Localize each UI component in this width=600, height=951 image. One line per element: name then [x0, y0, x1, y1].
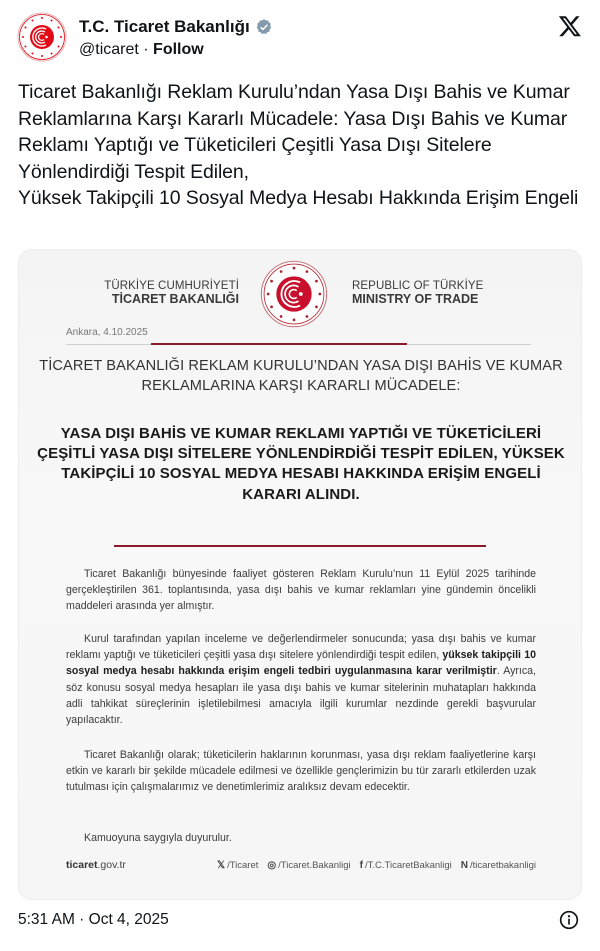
website-bold: ticaret [66, 859, 98, 871]
ministry-emblem-icon [260, 260, 328, 328]
account-handle[interactable]: @ticaret [79, 41, 139, 58]
letterhead-right-line1: REPUBLIC OF TÜRKİYE [352, 280, 484, 292]
letterhead-left-line2: TİCARET BAKANLIĞI [111, 292, 239, 306]
website-rest: .gov.tr [97, 859, 126, 871]
tweet-header [0, 0, 600, 75]
info-icon[interactable] [559, 910, 579, 930]
paragraph-text: Ticaret Bakanlığı olarak; tüketicilerin haklarının korunması, yasa dışı reklam faaliyetlerine karşı etkin ve kararlı bir şekilde mücadele edilmesi ve özellikle gençlerimizin bu tür zararlı etkilerden uzak tutulması için çalışmalarımız ve denetimlerimiz aralıksız devam edecektir. [66, 749, 536, 794]
paragraph-text: Ticaret Bakanlığı bünyesinde faaliyet gösteren Reklam Kurulu’nun 11 Eylül 2025 tarihinde gerçekleştirilen 361. toplantısında, yasa dışı bahis ve kumar reklamları yine gündemin öncelikli maddeleri arasında yer almıştır. [66, 568, 536, 613]
press-release-title: TİCARET BAKANLIĞI REKLAM KURULU’NDAN YASA DIŞI BAHİS VE KUMAR REKLAMLARINA KARŞI KARARLI MÜCADELE: [39, 358, 563, 394]
paragraph-text-part: Kurul tarafından yapılan inceleme ve değerlendirmeler sonucunda; yasa dışı bahis ve kumar reklamı yaptığı ve tüketicileri çeşitli yasa dışı sitelere yönlendirdiği tespit edilen, [66, 633, 536, 662]
facebook-icon: f [359, 860, 363, 871]
press-release-footer [66, 859, 536, 879]
letterhead-left [89, 280, 239, 306]
social-instagram [267, 860, 350, 871]
tweet-text-line: Yüksek Takipçili 10 Sosyal Medya Hesabı Hakkında Erişim Engeli [18, 187, 579, 209]
nsosyal-icon: N [460, 860, 468, 871]
tweet-timestamp[interactable]: 5:31 AM · Oct 4, 2025 [18, 911, 169, 928]
paragraph [66, 566, 536, 615]
verified-badge-icon [255, 18, 273, 36]
avatar[interactable] [17, 12, 67, 62]
social-facebook [360, 860, 452, 871]
attached-image[interactable] [18, 249, 582, 900]
tweet-text-line: Ticaret Bakanlığı Reklam Kurulu’ndan Yasa Dışı Bahis ve Kumar Reklamlarına Karşı Kararlı Mücadele: Yasa Dışı Bahis ve Kumar Reklamı Yaptığı ve Tüketicileri Çeşitli Yasa Dışı Sitelere Yönlendirdiği Tespit Edilen, [18, 81, 570, 183]
place-date: Ankara, 4.10.2025 [66, 327, 148, 338]
divider-accent [114, 545, 486, 547]
paragraph [66, 747, 536, 796]
instagram-icon: ◎ [267, 860, 277, 871]
social-links [217, 860, 536, 871]
tweet-text [18, 79, 584, 212]
social-x [217, 860, 258, 871]
social-label: /T.C.TicaretBakanligi [364, 860, 452, 871]
paragraph-text-part: . Ayrıca, söz konusu sosyal medya hesapları ile yasa dışı bahis ve kumar sitelerinin muhatapları hakkında adli tahkikat süreçlerinin işletilebilmesi amacıyla ilgili kurumlar nezdinde gerekli başvurular yapılacaktır. [66, 665, 536, 727]
x-icon: 𝕏 [217, 860, 226, 871]
follow-button[interactable]: Follow [153, 41, 204, 58]
letterhead-right-line2: MINISTRY OF TRADE [352, 292, 479, 306]
social-nsosyal [461, 860, 536, 871]
social-label: /Ticaret [227, 860, 259, 871]
letterhead-right [352, 280, 512, 306]
paragraph-text [66, 631, 536, 728]
letterhead-left-line1: TÜRKİYE CUMHURİYETİ [104, 280, 239, 292]
press-release-headline: YASA DIŞI BAHİS VE KUMAR REKLAMI YAPTIĞI VE TÜKETİCİLERİ ÇEŞİTLİ YASA DIŞI SİTELERE YÖNLENDİRDİĞİ TESPİT EDİLEN, YÜKSEK TAKİPÇİLİ 10 SOSYAL MEDYA HESABI HAKKINDA ERİŞİM ENGELİ KARARI ALINDI. [37, 425, 565, 503]
social-label: /ticaretbakanligi [469, 860, 536, 871]
paragraph [66, 830, 536, 846]
social-label: /Ticaret.Bakanligi [278, 860, 351, 871]
author-block [79, 17, 273, 61]
website [66, 859, 126, 871]
account-name[interactable]: T.C. Ticaret Bakanlığı [79, 17, 250, 36]
divider-accent [151, 343, 407, 345]
paragraph [66, 631, 536, 728]
separator: · [143, 41, 149, 58]
paragraph-text: Kamuoyuna saygıyla duyurulur. [84, 832, 232, 844]
paragraph-emphasis: yüksek takipçili 10 sosyal medya hesabı hakkında erişim engeli tedbiri uygulanmasına karar verilmiştir [66, 649, 536, 678]
x-logo-icon[interactable] [558, 14, 582, 38]
